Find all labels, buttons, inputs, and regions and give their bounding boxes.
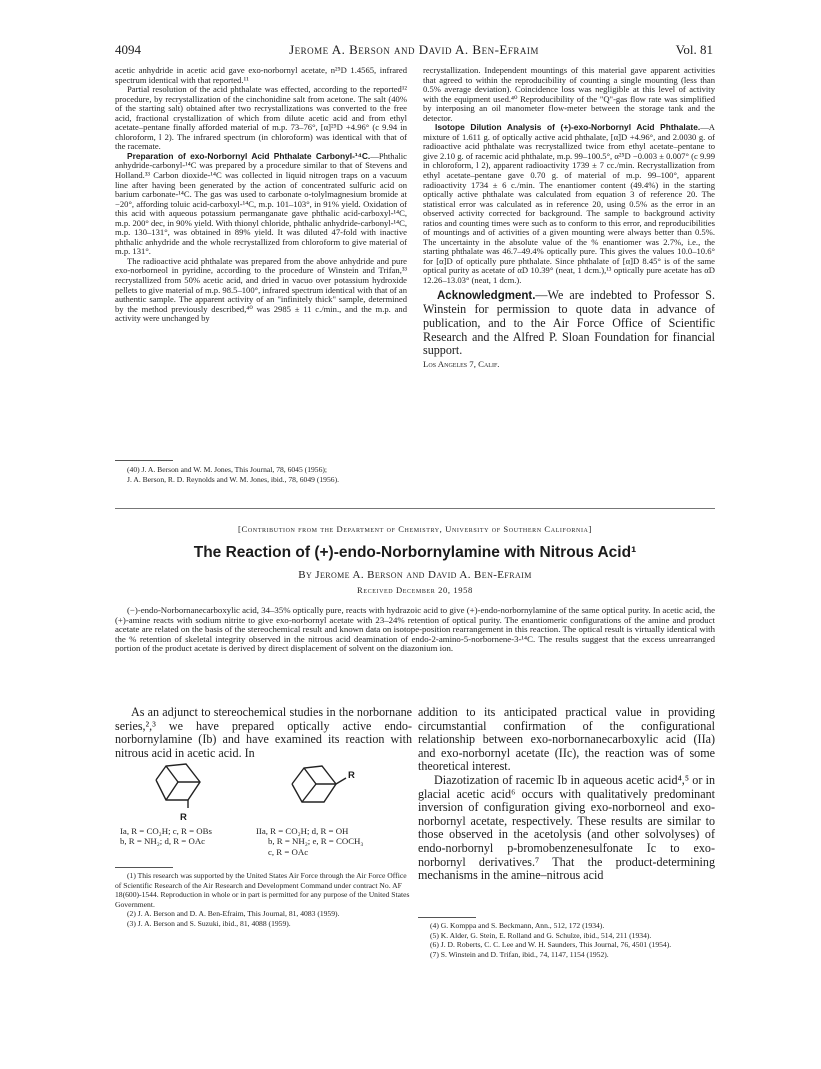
formula-line: c, R = OAc xyxy=(268,846,309,857)
paragraph: The radioactive acid phthalate was prepared from the above anhydride and pure exo-norborneol in pyridine, according to the procedure of Winstein and Trifan,³³ recrystallized from 50% acetic acid, and dried in vacuo over potassium hydroxide pellets to give material of m.p. 98.5–100°, infrared spectrum identical with that of an authentic sample. The apparent activity of an "infinitely thick" sample, determined by the method previously described,⁴⁰ was 2985 ± 11 c./min., and the m.p. and activity were unchanged by xyxy=(115,255,407,324)
header-authors: Jerome A. Berson and David A. Ben-Efraim xyxy=(289,42,539,57)
footnote-rule xyxy=(115,460,173,461)
paragraph-body: —A mixture of 1.611 g. of optically active acid phthalate, [α]D +4.96°, and 2.0030 g. of radioactive acid phthalate was recrystallized twice from ethyl acetate–pentane to give 2.10 g. of racemic acid phthalate, m.p. 99–100.5°, α²⁵D −0.003 ± 0.007° (c 9.99 in chloroform, l 2), apparent radioactivity 1739 ± 7 cc./min. Recrystallization from ethyl acetate–pentane gave 0.70 g. of material of m.p. 99–100°, apparent radioactivity 1734 ± 6 c./min. The enantiomer content (49.4%) in the starting optically active phthalate was calculated from equation 3 of reference 20. The statistical error was calculated as in reference 20, using 0.5% as the error in an observed activity corrected for background. The sample to background activity ratios and counting times were such as to conform to this error, and reproducibilities of mountings and of activities of a given mounting were always better than 0.5%. The uncertainty in the absolute value of the % enantiomer was 2.7%, i.e., the starting phthalate was 46.7–49.4% optically pure. This gives the values 10.0–10.6° for [α]D of optically pure phthalate. Since phthalate of [α]D 8.45° is of the same optical purity as acetate of αD 10.39° (neat, 1 dcm.),¹³ optically pure acetate has αD 12.26–13.03° (neat, 1 dcm.). xyxy=(423,122,715,286)
structure-I-r-label: R xyxy=(180,812,187,823)
structure-II-drawing xyxy=(288,760,348,808)
footnote-rule xyxy=(418,917,476,918)
acknowledgment-body: —We are indebted to Professor S. Winstein for permission to quote data in advance of publication, and to the Air Force Office of Scientific Research and the Alfred P. Sloan Foundation for financial support. xyxy=(423,287,715,358)
article-byline: By Jerome A. Berson and David A. Ben-Efraim xyxy=(298,569,532,581)
article-separator xyxy=(115,508,715,509)
structure-I-drawing xyxy=(152,760,210,808)
article-right-column xyxy=(418,706,715,883)
footnote: (3) J. A. Berson and S. Suzuki, ibid., 81, 4088 (1959). xyxy=(127,918,291,928)
formula-line: Ia, R = CO₂H; c, R = OBs xyxy=(120,826,212,836)
footnote: (2) J. A. Berson and D. A. Ben-Efraim, This Journal, 81, 4083 (1959). xyxy=(127,909,340,919)
received-date: Received December 20, 1958 xyxy=(357,585,473,595)
footnote: (7) S. Winstein and D. Trifan, ibid., 74, 1147, 1154 (1952). xyxy=(430,949,609,959)
section-heading: Isotope Dilution Analysis of (+)-exo-Norbornyl Acid Phthalate. xyxy=(435,122,701,133)
footnote: (4) G. Komppa and S. Beckmann, Ann., 512, 172 (1934). xyxy=(430,921,605,930)
running-header xyxy=(115,42,713,60)
footnote: (40) J. A. Berson and W. M. Jones, This Journal, 78, 6045 (1956); xyxy=(127,465,328,474)
paragraph: recrystallization. Independent mountings of this material gave apparent activities that agreed to within the reproducibility of counting a single mounting (less than 0.5% average deviation). Coincidence loss was negligible at this level of activity with the equipment used.⁴⁰ Reproducibility of the "Q"-gas flow rate was simplified by interposing an oil manometer flow-meter between the storage tank and the detector. xyxy=(423,65,715,123)
page-number: 4094 xyxy=(115,42,141,57)
paragraph xyxy=(115,152,407,257)
acknowledgment-heading: Acknowledgment. xyxy=(437,289,536,302)
previous-article-left-column xyxy=(115,66,407,324)
paragraph: As an adjunct to stereochemical studies in the norbornane series,²,³ we have prepared optically active endo-norbornylamine (Ib) and have examined its reaction with nitrous acid in acetic acid. In xyxy=(115,705,412,760)
paragraph: addition to its anticipated practical value in providing circumstantial confirmation of the configurational relationship between exo-norbornanecarboxylic acid (IIa) and exo-norbornyl acetate (IIc), the reaction was of some theoretical interest. xyxy=(418,705,715,774)
section-heading: Preparation of exo-Norbornyl Acid Phthalate Carbonyl-¹⁴C. xyxy=(127,150,371,161)
paragraph: Diazotization of racemic Ib in aqueous acetic acid⁴,⁵ or in glacial acetic acid⁶ occurs with qualitatively predominant inversion of configuration giving exo-norborneol and exo-norbornyl acetate, respectively. These results are similar to those observed in the acetolysis (and other solvolyses) of endo-norbornyl p-bromobenzenesulfonate Ic to exo-norbornyl derivatives.⁷ That the product-determining mechanisms in the amine–nitrous acid xyxy=(418,772,715,883)
previous-article-right-column xyxy=(423,66,715,370)
formula-line: b, R = NH₂; e, R = COCH₃ xyxy=(268,836,364,847)
paragraph: acetic anhydride in acetic acid gave exo-norbornyl acetate, n²⁵D 1.4565, infrared spectrum identical with that reported.¹¹ xyxy=(115,65,407,85)
author-location: Los Angeles 7, Calif. xyxy=(423,359,500,370)
footnote: (6) J. D. Roberts, C. C. Lee and W. H. Saunders, This Journal, 76, 4501 (1954). xyxy=(430,940,672,950)
paragraph xyxy=(423,123,715,285)
abstract-text: (−)-endo-Norbornanecarboxylic acid, 34–35% optically pure, reacts with hydrazoic acid to give (+)-endo-norbornylamine of the same optical purity. In acetic acid, the (+)-amine reacts with sodium nitrite to give exo-norbornyl acetate with 23–24% retention of optical purity. The enantiomeric configurations of the amine and product acetate are related on the basis of the stereochemical result and known data on isotope-position rearrangement in this reaction. The optical result is virtually identical with the % retention of skeletal integrity observed in the nitrous acid deamination of endo-2-amino-5-norbornene-3-¹⁴C. The results suggest that the excess unrearranged portion of the product acetate is derived by direct displacement of solvent on the diazonium ion. xyxy=(115,605,715,654)
paragraph-body: —Phthalic anhydride-carbonyl-¹⁴C was prepared by a procedure similar to that of Stevens and Holland.³³ Carbon dioxide-¹⁴C was collected in liquid nitrogen traps on a vacuum line after having been generated by the action of concentrated sulfuric acid on barium carbonate-¹⁴C. The gas was used to carbonate o-tolylmagnesium bromide at −20°, affording toluic acid-carboxyl-¹⁴C, m.p. 101–103°, in 91% yield. Oxidation of this acid with aqueous potassium permanganate gave phthalic acid-carboxyl-¹⁴C, m.p. 200° dec, in 90% yield. With thionyl chloride, phthalic anhydride-carbonyl-¹⁴C, m.p. 130–131°, was obtained in 89% yield. It was diluted 47-fold with inactive phthalic anhydride and the whole recrystallized from chloroform to give material of m.p. 131°. xyxy=(115,150,407,257)
footnote: J. A. Berson, R. D. Reynolds and W. M. Jones, ibid., 78, 6049 (1956). xyxy=(127,474,339,484)
formula-line: b, R = NH₂; d, R = OAc xyxy=(120,836,206,847)
article-abstract xyxy=(115,606,715,654)
paragraph: Partial resolution of the acid phthalate was effected, according to the reported¹² procedure, by recrystallization of the cinchonidine salt from acetone. The salt (40% of the starting salt) obtained after two recrystallizations was converted to the free acid, fractional crystallization of which from dilute acetic acid and from ethyl acetate–pentane finally afforded material of m.p. 73–76°, [α]²⁵D +4.96° (c 9.94 in chloroform, l 2). The infrared spectrum (in chloroform) was identical with that of the racemate. xyxy=(115,84,407,152)
formula-II-legend xyxy=(256,826,416,857)
article-title: The Reaction of (+)-endo-Norbornylamine with Nitrous Acid¹ xyxy=(193,544,637,561)
formula-line: IIa, R = CO₂H; d, R = OH xyxy=(256,826,349,836)
previous-footnotes xyxy=(115,465,407,484)
acknowledgment xyxy=(423,289,715,359)
footnote-rule xyxy=(115,867,173,868)
article-footnotes-left xyxy=(115,871,412,929)
contribution-line: [Contribution from the Department of Chemistry, University of Southern California] xyxy=(238,524,592,534)
article-footnotes-right xyxy=(418,921,715,959)
footnote: (1) This research was supported by the United States Air Force through the Air Force Office of Scientific Research of the Air Research and Development Command under contract No. AF 18(600)-1544. Reproduction in whole or in part is permitted for any purpose of the United States Government. xyxy=(115,871,410,909)
article-left-column xyxy=(115,706,412,760)
footnote: (5) K. Alder, G. Stein, E. Rolland and G. Schulze, ibid., 514, 211 (1934). xyxy=(430,930,652,940)
structure-II-r-label: R xyxy=(348,770,355,781)
header-volume: Vol. 81 xyxy=(675,42,713,57)
